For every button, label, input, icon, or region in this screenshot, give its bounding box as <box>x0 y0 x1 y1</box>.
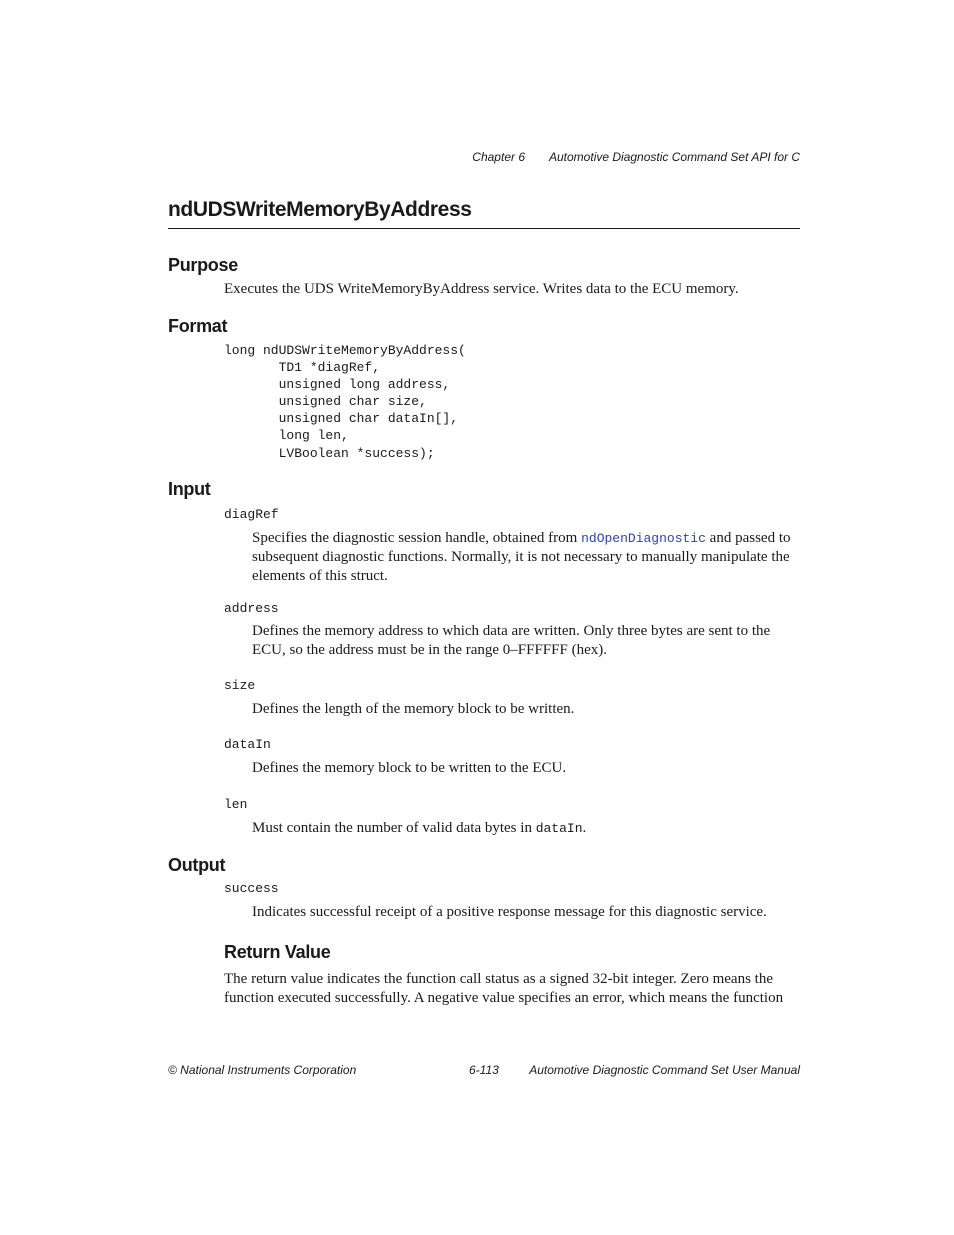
param-desc-len <box>252 819 800 838</box>
footer-copyright: © National Instruments Corporation <box>168 1063 357 1077</box>
output-heading: Output <box>168 855 226 875</box>
function-signature-code: long ndUDSWriteMemoryByAddress( TD1 *diagRef, unsigned long address, unsigned char size, unsigned char dataIn[], long len, LVBoolean *success); <box>224 343 466 461</box>
ndopendiagnostic-link[interactable]: ndOpenDiagnostic <box>581 531 706 546</box>
param-desc-size: Defines the length of the memory block to be written. <box>252 701 575 717</box>
return-value-heading: Return Value <box>224 942 331 962</box>
param-name-datain: dataIn <box>224 737 271 752</box>
return-value-text: The return value indicates the function call status as a signed 32-bit integer. Zero means the function executed successfully. A negative value specifies an error, which means the function <box>224 971 784 1006</box>
format-heading: Format <box>168 316 228 336</box>
purpose-text: Executes the UDS WriteMemoryByAddress service. Writes data to the ECU memory. <box>224 281 739 297</box>
page-title: ndUDSWriteMemoryByAddress <box>168 198 472 221</box>
param-name-len: len <box>224 797 248 812</box>
param-desc-success: Indicates successful receipt of a positive response message for this diagnostic service. <box>252 904 767 920</box>
param-name-address: address <box>224 601 279 616</box>
running-header <box>472 150 800 164</box>
footer-manual-title: Automotive Diagnostic Command Set User Manual <box>529 1063 800 1077</box>
param-desc-diagref <box>252 529 800 586</box>
desc-text: Must contain the number of valid data bytes in <box>252 820 536 836</box>
footer-page-number: 6-113 <box>469 1063 499 1077</box>
param-name-diagref: diagRef <box>224 507 279 522</box>
param-name-size: size <box>224 678 256 693</box>
title-divider <box>168 228 800 229</box>
desc-text: and passed to subsequent diagnostic functions. Normally, it is not necessary to manually manipulate the elements of this struct. <box>252 530 791 584</box>
datain-code: dataIn <box>535 821 583 836</box>
param-desc-address: Defines the memory address to which data are written. Only three bytes are sent to the ECU, so the address must be in the range 0–FFFFFF (hex). <box>252 623 771 658</box>
param-name-success: success <box>224 881 279 896</box>
param-desc-datain: Defines the memory block to be written to the ECU. <box>252 760 567 776</box>
header-section: Automotive Diagnostic Command Set API for C <box>549 150 800 164</box>
desc-text: Specifies the diagnostic session handle, obtained from <box>252 530 582 546</box>
desc-text: . <box>582 820 587 836</box>
purpose-heading: Purpose <box>168 255 238 275</box>
header-chapter: Chapter 6 <box>472 150 525 164</box>
input-heading: Input <box>168 479 211 499</box>
